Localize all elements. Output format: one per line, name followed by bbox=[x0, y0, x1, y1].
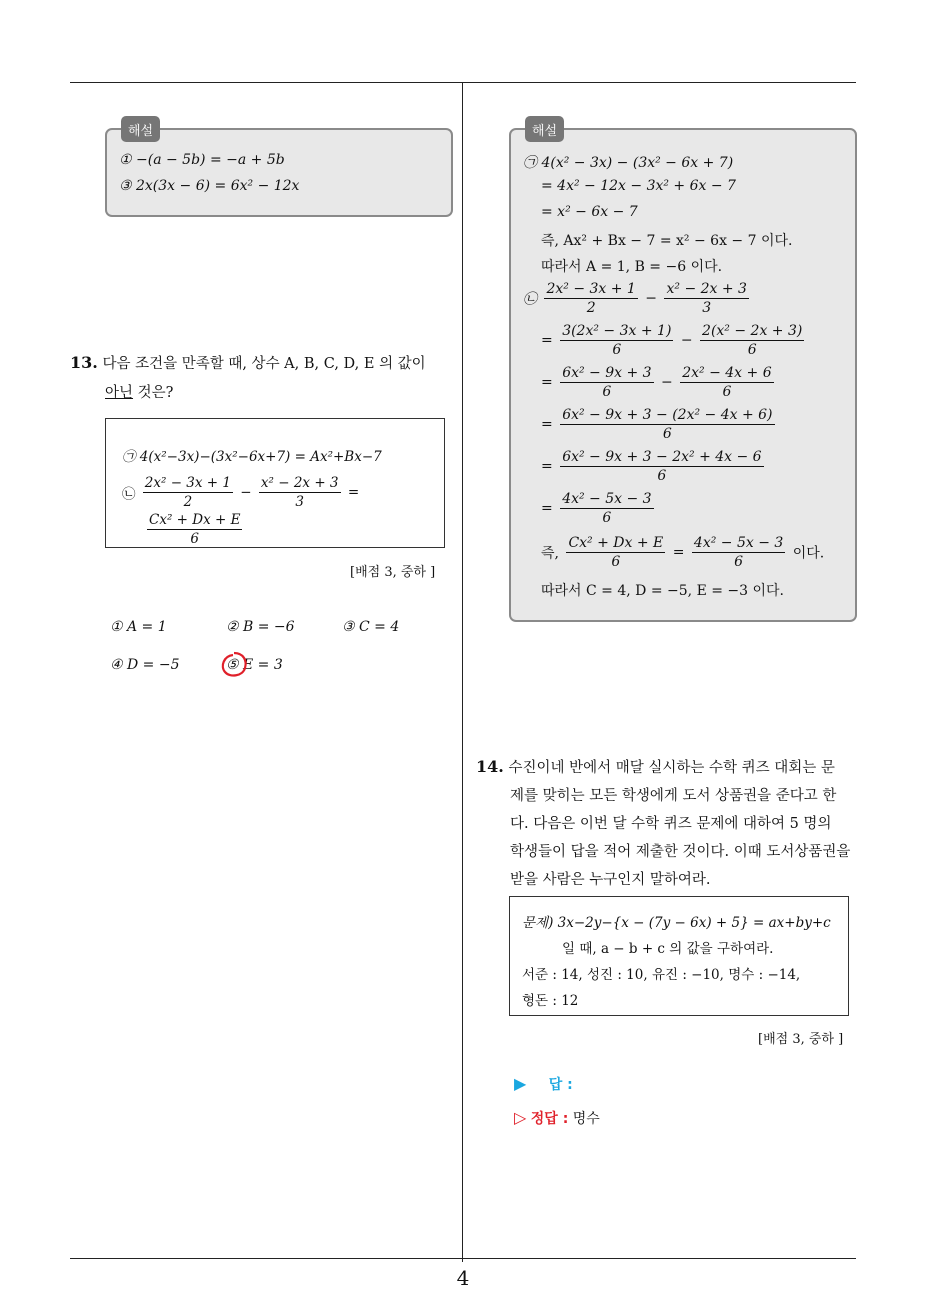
page-number: 4 bbox=[456, 1266, 470, 1290]
condition-label: ㉡ bbox=[122, 486, 136, 503]
fraction: $\frac{\text{4x² − 5x − 3}}{6}$ bbox=[693, 535, 784, 570]
equals-sign: = bbox=[541, 332, 553, 349]
choice-1[interactable]: ① A = 1 bbox=[110, 619, 167, 635]
question-13-line2 bbox=[105, 381, 173, 402]
fraction: $\frac{\text{6x² − 9x + 3 − (2x² − 4x + 6)}}{6}$ bbox=[562, 407, 773, 442]
correct-answer-row bbox=[514, 1108, 600, 1128]
fraction: $\frac{\text{x² − 2x + 3}}{3}$ bbox=[666, 281, 747, 316]
right-solution-box bbox=[509, 124, 857, 622]
fraction: $\frac{\text{Cx² + Dx + E}}{6}$ bbox=[568, 535, 664, 570]
equals-sign: = bbox=[541, 374, 553, 391]
question-number: 14. bbox=[476, 757, 504, 776]
solution-line bbox=[523, 280, 752, 317]
equals-sign: = bbox=[541, 458, 553, 475]
solution-line bbox=[541, 322, 807, 359]
solution-line: = x² − 6x − 7 bbox=[541, 204, 638, 220]
minus-sign: − bbox=[680, 332, 693, 349]
fraction: $\frac{\text{4x² − 5x − 3}}{6}$ bbox=[562, 491, 652, 526]
emphasis-text: 아닌 bbox=[105, 385, 134, 401]
answer-circle-mark bbox=[218, 649, 250, 681]
question-text: 수진이네 반에서 매달 실시하는 수학 퀴즈 대회는 문 bbox=[508, 760, 835, 776]
fraction: $\frac{\text{2(x² − 2x + 3)}}{6}$ bbox=[702, 323, 803, 358]
left-solution-box bbox=[105, 124, 453, 217]
fraction: $\frac{\text{6x² − 9x + 3}}{6}$ bbox=[562, 365, 652, 400]
fraction: $\frac{\text{2x² − 3x + 1}}{2}$ bbox=[144, 475, 231, 510]
condition-1: ㉠ 4(x²−3x)−(3x²−6x+7) = Ax²+Bx−7 bbox=[122, 449, 382, 465]
equals-sign: = bbox=[672, 544, 685, 561]
problem-line: 문제) 3x−2y−{x − (7y − 6x) + 5} = ax+by+c bbox=[522, 915, 831, 931]
solution-line: 따라서 C = 4, D = −5, E = −3 이다. bbox=[541, 583, 785, 599]
solution-line: ③ 2x(3x − 6) = 6x² − 12x bbox=[119, 178, 300, 194]
play-outline-icon: ▷ bbox=[514, 1108, 527, 1127]
question-text: 것은? bbox=[133, 385, 174, 401]
solution-tab: 해설 bbox=[525, 116, 564, 142]
solution-line bbox=[541, 406, 778, 443]
question-number: 13. bbox=[70, 353, 98, 372]
bottom-rule bbox=[70, 1258, 856, 1259]
play-icon: ▶ bbox=[514, 1074, 527, 1093]
top-rule bbox=[70, 82, 856, 83]
choice-3[interactable]: ③ C = 4 bbox=[342, 619, 400, 635]
question-text: 제를 맞히는 모든 학생에게 도서 상품권을 준다고 한 bbox=[510, 788, 837, 804]
text: 이다. bbox=[792, 545, 825, 562]
solution-line bbox=[541, 534, 824, 571]
equals-sign: = bbox=[541, 500, 553, 517]
choice-2[interactable]: ② B = −6 bbox=[226, 619, 295, 635]
fraction: $\frac{\text{2x² − 4x + 6}}{6}$ bbox=[682, 365, 772, 400]
question-13-line1 bbox=[70, 352, 426, 373]
condition-2-cont bbox=[144, 511, 245, 548]
solution-line bbox=[541, 448, 767, 485]
solution-line bbox=[541, 364, 777, 401]
fraction: $\frac{\text{6x² − 9x + 3 − 2x² + 4x − 6}}{6}$ bbox=[562, 449, 762, 484]
condition-2 bbox=[122, 474, 359, 511]
condition-box bbox=[105, 418, 445, 548]
score-label: [배점 3, 중하 ] bbox=[758, 1032, 844, 1047]
problem-line: 서준 : 14, 성진 : 10, 유진 : −10, 명수 : −14, bbox=[522, 967, 801, 983]
minus-sign: − bbox=[661, 374, 673, 391]
score-label: [배점 3, 중하 ] bbox=[350, 565, 436, 580]
solution-line: 즉, Ax² + Bx − 7 = x² − 6x − 7 이다. bbox=[541, 233, 793, 249]
minus-sign: − bbox=[645, 290, 658, 307]
correct-answer-value: 명수 bbox=[572, 1111, 600, 1127]
condition-label: ㉡ bbox=[523, 291, 537, 308]
fraction: $\frac{\text{Cx² + Dx + E}}{6}$ bbox=[149, 512, 241, 547]
problem-line: 형돈 : 12 bbox=[522, 993, 579, 1009]
correct-answer-label: 정답 : bbox=[530, 1111, 569, 1127]
solution-line: ① −(a − 5b) = −a + 5b bbox=[119, 152, 285, 168]
problem-line: 일 때, a − b + c 의 값을 구하여라. bbox=[562, 941, 774, 957]
column-divider bbox=[462, 82, 463, 1262]
answer-label: 답 : bbox=[548, 1077, 573, 1093]
text: 즉, bbox=[541, 545, 559, 562]
question-text: 받을 사람은 누구인지 말하여라. bbox=[510, 872, 711, 888]
answer-row bbox=[514, 1074, 573, 1094]
choice-5[interactable]: ⑤ E = 3 bbox=[226, 657, 283, 673]
equals-sign: = bbox=[347, 484, 360, 501]
solution-tab: 해설 bbox=[121, 116, 160, 142]
choice-4[interactable]: ④ D = −5 bbox=[110, 657, 180, 673]
solution-line: ㉠ 4(x² − 3x) − (3x² − 6x + 7) bbox=[523, 155, 734, 171]
solution-line bbox=[541, 490, 657, 527]
fraction: $\frac{\text{x² − 2x + 3}}{3}$ bbox=[260, 475, 339, 510]
question-text: 다. 다음은 이번 달 수학 퀴즈 문제에 대하여 5 명의 bbox=[510, 816, 832, 832]
solution-line: 따라서 A = 1, B = −6 이다. bbox=[541, 259, 723, 275]
minus-sign: − bbox=[240, 484, 252, 501]
question-text: 다음 조건을 만족할 때, 상수 A, B, C, D, E 의 값이 bbox=[102, 356, 426, 372]
equals-sign: = bbox=[541, 416, 553, 433]
fraction: $\frac{\text{2x² − 3x + 1}}{2}$ bbox=[546, 281, 636, 316]
question-text: 학생들이 답을 적어 제출한 것이다. 이때 도서상품권을 bbox=[510, 844, 851, 860]
problem-box bbox=[509, 896, 849, 1016]
question-14-line1 bbox=[476, 756, 835, 777]
fraction: $\frac{\text{3(2x² − 3x + 1)}}{6}$ bbox=[562, 323, 672, 358]
solution-line: = 4x² − 12x − 3x² + 6x − 7 bbox=[541, 178, 736, 194]
